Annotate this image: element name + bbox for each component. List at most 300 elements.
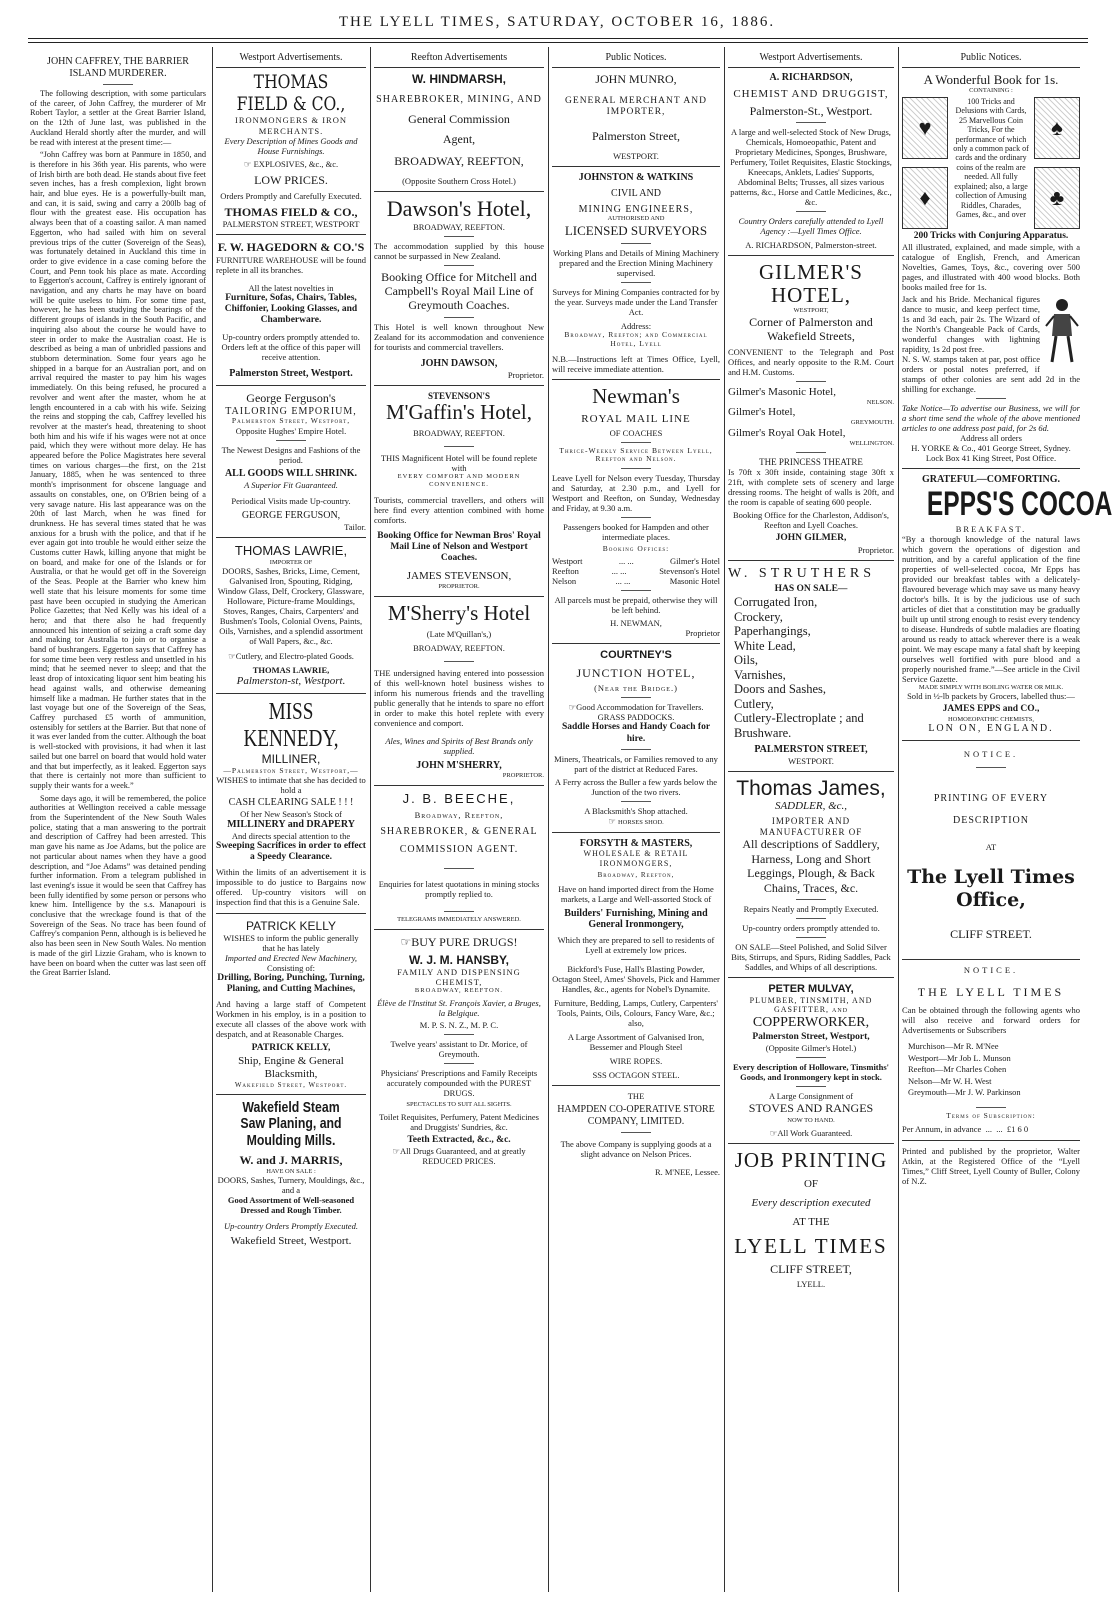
ad-title: W. J. M. HANSBY, [408, 953, 509, 968]
list-item [728, 406, 894, 427]
ad-trade: FAMILY AND DISPENSING CHEMIST, [397, 967, 521, 988]
notice-heading: NOTICE. [963, 965, 1019, 976]
ad-title: THOMAS LAWRIE, [234, 542, 348, 558]
ad-text: Physicians' Prescriptions and Family Receipts accurately compounded with the PUREST DRUGS. [380, 1068, 538, 1099]
ad-text: (Opposite Southern Cross Hotel.) [402, 176, 516, 187]
divider [796, 899, 826, 900]
ad-text: CASH CLEARING SALE ! ! ! [228, 797, 354, 809]
divider [444, 1063, 474, 1064]
ad-mgaffins-hotel [374, 391, 544, 591]
ad-sign: THOMAS LAWRIE, [252, 665, 330, 676]
ad-text: COMMISSION AGENT. [399, 844, 519, 856]
ad-text: “By a thorough knowledge of the natural laws which govern the operations of digestion and nutrition, and by a careful application of the fine properties of well-selected cocoa, Mr Epps has provided our breakfast tables with a delicately-flavoured beverage which may save us many heavy doctor's bills. It is by the judicious use of such articles of diet that a constitution may be gradually built up until strong enough to resist every tendency to disease. Hundreds of subtle maladies are floating around us ready to attack wherever there is a weak point. We may escape many a fatal shaft by keeping ourselves well fortified with pure blood and a properly nourished frame.”—See article in the Civil Service Gazette. [902, 533, 1080, 684]
ad-text: THE [627, 1091, 645, 1102]
list-item: Doors and Sashes, [734, 682, 827, 697]
ad-title: COURTNEY'S [600, 649, 672, 662]
ad-text: 200 Tricks with Conjuring Apparatus. [913, 230, 1069, 241]
masthead: THE LYELL TIMES, SATURDAY, OCTOBER 16, 1886. [338, 14, 776, 30]
ad-text: Which they are prepared to sell to residents of Lyell at extremely low prices. [557, 935, 715, 956]
ad-text: Sold in ½-lb packets by Grocers, labelled thus:— [907, 691, 1075, 702]
ad-title: A. RICHARDSON, [769, 71, 853, 83]
column-divider [898, 47, 899, 1592]
column-4-public-notices [552, 50, 720, 1590]
ad-address: PALMERSTON STREET, WESTPORT [222, 219, 360, 230]
heart-card-icon: ♥ [902, 97, 948, 159]
ad-text: IMPORTER OF [269, 558, 313, 566]
ad-text: Take Notice—To advertise our Business, we will for a short time send the whole of the above mentioned articles to one address post paid, for 2s 6d. [902, 403, 1080, 434]
column-5-westport-ads [728, 50, 894, 1590]
ad-hindmarsh [374, 72, 544, 187]
divider [621, 697, 651, 698]
ad-title: J. B. BEECHE, [402, 790, 516, 806]
ad-beeche [374, 791, 544, 924]
diamond-card-icon: ♦ [902, 167, 948, 229]
ad-text: TELEGRAMS IMMEDIATELY ANSWERED. [397, 916, 521, 924]
ad-text: IMPORTER AND MANUFACTURER OF [759, 816, 863, 837]
ad-text: Booking Office for Mitchell and Campbell's Royal Mail Line of Greymouth Coaches. [381, 269, 537, 313]
list-item: Corrugated Iron, [734, 595, 818, 610]
office-hotel: Gilmer's Hotel [670, 556, 720, 567]
ad-ferguson [216, 391, 366, 532]
ad-trade: TAILORING EMPORIUM, [225, 405, 357, 417]
ad-text: A large and well-selected Stock of New Drugs, Chemicals, Homoeopathic, Patent and Proprietary Medicines, Sponges, Brushware, Perfumery, Toilet Requisites, Elastic Stockings, Kneecaps, Anklets, Ladies' Supports, Abdominal Belts; Trusses, all sizes various patterns, &c., Horse and Cattle Medicines, &c., &c. [730, 126, 892, 208]
ad-address: BROADWAY, REEFTON. [413, 221, 505, 232]
ad-title: Thomas James, [736, 777, 886, 801]
ad-text: All illustrated, explained, and made simple, with a catalogue of English, French, and American Novelties, Games, Toys, &c., covering over 500 pages, and illustrated with 400 wood blocks. Both books mailed free for 1s. [902, 241, 1080, 293]
ad-text: A Ferry across the Buller a few yards below the Junction of the two rivers. [554, 776, 718, 797]
hotel-place: GREYMOUTH. [850, 419, 894, 427]
divider [796, 381, 826, 382]
hotel-place: NELSON. [866, 398, 894, 406]
ad-address: LYELL. [796, 1279, 826, 1290]
ad-text: GRATEFUL—COMFORTING. [921, 474, 1061, 486]
ad-trade: IRONMONGERS & IRON MERCHANTS. [235, 115, 347, 136]
ad-title: PATRICK KELLY [245, 918, 337, 933]
ad-title: THOMAS FIELD & CO., [236, 70, 346, 115]
divider [796, 122, 826, 123]
ad-newmans-coaches [552, 385, 720, 638]
column-3-reefton-ads [374, 50, 544, 1590]
ad-address: Palmerston Street, Westport, [231, 416, 351, 426]
divider [216, 913, 366, 914]
ad-text: Surveys for Mining Companies contracted for by the year. Surveys made under the Land Transfer Act. [552, 286, 720, 317]
ad-text: (Near the Bridge.) [594, 683, 678, 694]
list-item: Reefton—Mr Charles Cohen [908, 1064, 1007, 1075]
ad-address: Palmerston Street, Westport. [229, 368, 353, 380]
ad-text: AUTHORISED AND [607, 215, 665, 223]
ad-text: This Hotel is well known throughout New Zealand for its accommodation and convenience for tourists and commercial travellers. [374, 321, 544, 352]
hotel-place: WELLINGTON. [849, 440, 894, 448]
ad-text: Teeth Extracted, &c., &c. [407, 1134, 511, 1145]
ad-text: THIS Magnificent Hotel will be found replete with [380, 453, 538, 474]
ad-text: Proprietor. [857, 544, 894, 555]
divider [902, 740, 1080, 741]
divider [976, 1107, 1006, 1108]
notice-agents [902, 965, 1080, 1099]
office-town: Westport [552, 556, 583, 567]
ad-johnston-watkins [552, 172, 720, 374]
ad-text: The above Company is supplying goods at a slight advance on Nelson Prices. [560, 1138, 712, 1159]
ad-text: Every Description of Mines Goods and House Furnishings. [224, 135, 358, 156]
ad-address: BROADWAY, REEFTON. [413, 428, 505, 439]
article-paragraph: The following description, with some particulars of the career, of John Caffrey, the murderer of Mr Robert Taylor, a settler at the Great Barrier Island, on the 12th of June last, was published in the Auckland Herald shortly after the murder, and will be read with interest at the present time:— [30, 89, 206, 147]
ad-address: BROADWAY, REEFTON. [414, 987, 504, 995]
ad-text: Booking Office for Newman Bros' Royal Mail Line of Nelson and Westport Coaches. [377, 530, 541, 564]
ad-text: Address all orders [960, 433, 1022, 444]
ad-text: DOORS, Sashes, Turnery, Mouldings, &c., and a [217, 1175, 365, 1196]
list-item [552, 576, 720, 586]
divider [976, 398, 1006, 399]
terms-heading: Terms of Subscription: [946, 1110, 1036, 1120]
list-item: Nelson—Mr W. H. West [908, 1075, 992, 1086]
ad-title: EPPS'S COCOA [926, 485, 1113, 524]
ad-address: BROADWAY, REEFTON. [413, 643, 505, 654]
ad-text: COPPERWORKER, [752, 1014, 870, 1030]
column-header: Reefton Advertisements [374, 50, 544, 68]
ad-text: Good Accommodation for Travellers. [576, 702, 704, 713]
ad-address: Palmerston Street, Westport, [752, 1031, 870, 1042]
ad-title: A Wonderful Book for 1s. [923, 71, 1059, 87]
column-2-westport-ads [216, 50, 366, 1590]
divider [621, 749, 651, 750]
ad-address: Wakefield Street, Westport. [230, 1235, 352, 1248]
ad-text: Booking Offices: [602, 544, 670, 554]
list-item: Westport—Mr Job L. Munson [908, 1052, 1011, 1063]
divider [728, 1143, 894, 1144]
ad-text: LOW PRICES. [254, 172, 328, 187]
ad-text: Periodical Visits made Up-country. [231, 496, 351, 507]
ad-text: The Newest Designs and Fashions of the period. [221, 445, 361, 466]
ad-text: WISHES to inform the public generally that he has lately [223, 932, 359, 953]
divider [902, 468, 1080, 469]
divider [374, 785, 544, 786]
ad-address: Wakefield Street, Westport. [234, 1080, 348, 1089]
list-item: Crockery, [734, 609, 783, 624]
club-card-icon: ♣ [1034, 167, 1080, 229]
ad-text: Saddle Horses and Handy Coach for hire. [561, 722, 711, 744]
ad-text: General Commission [408, 111, 510, 126]
ad-trade: MILLINER, [261, 752, 321, 767]
ad-sign: THOMAS FIELD & CO., [224, 204, 358, 219]
ad-text: Up-country orders promptly attended to. [742, 922, 880, 933]
ad-text: A Large Assortment of Galvanised Iron, Bessemer and Plough Steel [567, 1032, 705, 1053]
divider [216, 234, 366, 235]
ad-job-printing [728, 1149, 894, 1289]
ad-sign: JAMES EPPS and CO., [942, 704, 1040, 715]
ad-text: MINING ENGINEERS, [578, 203, 694, 215]
ad-text: N.B.—Instructions left at Times Office, Lyell, will receive immediate attention. [552, 354, 720, 375]
divider [621, 1132, 651, 1133]
ad-munro [552, 72, 720, 161]
ad-text: Booking Office for the Charleston, Addison's, Reefton and Lyell Coaches. [732, 510, 889, 531]
article-paragraph: “John Caffrey was born at Panmure in 1850, and is therefore in his 36th year. His parents, who were of Irish birth are both dead. He stands about five feet seven inches, has a fresh complexion, light brown hair, and blue eyes. He is a powerfully-built man, and can, it is said, swing and carry a 200lb bag of flour with the greatest ease. His occupation has always been that of a coasting sailor. A man named Eggerton, who had sailed with him on several previous trips of the cutter (Sovereign of the Seas), was fortunately detained in Auckland this time in order to give evidence in a case coming before the Court, and Penn took his place as mate. According to Eggerton's account, Caffrey is entirely ignorant of navigation, and any charts he may have on board will be quite useless to him. For some time past, however, he has been studying the bearings of the different groups of islands in the South Pacific, and inquiring also about the course he would have to steer in order to make the Australian coast. He is described as being a man of unbridled passions and stubborn determination. Some four years ago he shipped in a barque for an Australian port, and on arrival required the master to pay him his wages immediately. On this being refused, he procured a revolver and went after the master, whom he at length encountered in a cab with his wife. Seizing the reins and stopping the cab, Caffrey levelled his revolver at the master's head, threatening to shoot both him and his wife if his wages were not at once paid, which they were without more delay. He has appeared before the Police Magistrates here several times on various charges—the first, on the 21st January, 1885, when he was sentenced to three month's imprisonment for obscene language and assaults on constables, one, on O'Brien being of a very savage nature. His last appearance was on the 20th of last March, when he was fined for drunkness. He has several times stated that he was anxious for a brush with the police, and that if he ever again got into trouble he would either seize the Customs cutter Hawk, killing anyone that might be on board, and make for one of the Islands or for Australia, or that he would get off in the Sovereign of the Seas. People at the Barrier who knew him well state that his leisure moments for some time past have been occupied in studying the American Police Gazettes; that Ned Kelly was his ideal of a hero; and that there also he had frequently announced his intention of seizing a craft some day and making tor Australia to join or to organise a band of bushrangers. Eggerton says that Caffrey has for some time been very restless and unsettled in his mind; that he seemed never to sleep; and that the least drop of intoxicating liquor sent him beating his head against walls, and otherwise demeaning himself like a madman. He further states that in the last voyage but one of the Sovereign of the Seas, Caffrey purchased £5 worth of ammunition, ostensibly for settlers at the Barrier. But that none of it was ever landed from the cutter. Although the boat is well-stocked with provisions, it had when it last sailed but one barrel on board that would hold water and that but imperfectly, as it leaked. Eggerton says that there is certainly not more than sufficient to supply their wants for a week.” [30, 150, 206, 790]
ad-title: F. W. HAGEDORN & CO.'S [217, 240, 365, 255]
divider [552, 166, 720, 167]
ad-trade: CHEMIST AND DRUGGIST, [733, 87, 889, 100]
notice-title: THE LYELL TIMES [917, 985, 1065, 1000]
ad-text: FURNITURE WAREHOUSE will be found replete in all its branches. [216, 254, 366, 275]
ad-trade: SHAREBROKER, & GENERAL [380, 826, 538, 838]
ad-address: Palmerston Street, [592, 128, 680, 143]
dot-leader: ... ... [611, 566, 627, 577]
spade-card-icon: ♠ [1034, 97, 1080, 159]
divider [552, 379, 720, 380]
ad-text: Cutlery, and Electro-plated Goods. [235, 651, 354, 662]
ad-text: Up-country Orders Promptly Executed. [224, 1221, 358, 1232]
notice-address: CLIFF STREET. [950, 926, 1032, 941]
ad-text: Orders Promptly and Carefully Executed. [220, 190, 362, 201]
pointing-hand-icon: ☞ [228, 651, 236, 662]
ad-address: WESTPORT. [788, 756, 834, 767]
column-header: Public Notices. [902, 50, 1080, 68]
ad-forsyth-masters [552, 838, 720, 1081]
ad-text: Enquiries for latest quotations in mining stocks promptly replied to. [378, 878, 540, 899]
notice-text: PRINTING OF EVERY DESCRIPTION [933, 793, 1049, 827]
divider [444, 1034, 474, 1035]
ad-dawsons-hotel [374, 197, 544, 379]
article-title: JOHN CAFFREY, THE BARRIER ISLAND MURDERER. [47, 56, 189, 79]
divider [621, 959, 651, 960]
ad-trade: SHAREBROKER, MINING, AND [376, 94, 542, 106]
ad-address: Broadway, Reefton; and Commercial Hotel, Lyell [564, 329, 708, 348]
divider [374, 385, 544, 386]
divider [796, 918, 826, 919]
ad-title: Newman's [592, 384, 680, 409]
ad-text: Twelve years' assistant to Dr. Morice, of Greymouth. [390, 1039, 528, 1060]
ad-title: HAMPDEN CO-OPERATIVE STORE COMPANY, LIMITED. [557, 1104, 715, 1128]
ad-text: Passengers booked for Hampden and other intermediate places. [563, 522, 709, 543]
ad-text: STOVES AND RANGES [748, 1100, 874, 1115]
ad-hagedorn [216, 240, 366, 380]
dot-leader: ... ... [618, 556, 634, 567]
ad-text: Is 70ft x 30ft inside, containing stage 30ft x 21ft, with complete sets of scenery and large dressing rooms. The height of walls is 20ft, and the room is capable of seating 600 people. [728, 467, 894, 508]
ad-text: ON SALE—Steel Polished, and Solid Silver Bits, Stirrups, and Spurs, Riding Saddles, Pack Saddles, and Whips of all descriptions. [731, 942, 891, 973]
divider [374, 596, 544, 597]
column-divider [212, 47, 213, 1592]
ad-text: Within the limits of an advertisement it is impossible to do justice to Bargains now offered. Up-country visitors will on inspection find that this is a Genuine Sale. [216, 867, 366, 908]
list-item: White Lead, [734, 638, 796, 653]
ad-text: WESTPORT, [793, 307, 829, 315]
ad-text: MADE SIMPLY WITH BOILING WATER OR MILK. [918, 683, 1064, 691]
dot-leader: ... ... [615, 576, 631, 587]
ad-sign: JOHN M'SHERRY, [416, 760, 502, 772]
divider [444, 446, 474, 447]
list-item: Varnishes, [734, 667, 786, 682]
ad-address: Broadway, Reefton, [597, 871, 675, 880]
ad-text: CONVENIENT to the Telegraph and Post Offices, and nearly opposite to the R.M. Court and H.M. Customs. [728, 346, 894, 377]
ad-lawrie [216, 543, 366, 688]
ad-mulvay [728, 983, 894, 1138]
ad-address: Broadway, Reefton, [414, 810, 504, 821]
ad-text: Tourists, commercial travellers, and others will here find every attention combined with home comforts. [374, 494, 544, 525]
ad-text: Consisting of: [267, 962, 315, 973]
ad-sign: JOHN DAWSON, [420, 357, 498, 369]
ad-text: (Late M'Quillan's,) [426, 629, 492, 640]
pointing-hand-icon: ☞ [400, 934, 412, 949]
ad-text: SPECTACLES TO SUIT ALL SIGHTS. [406, 1101, 512, 1109]
ad-text: OF [803, 1178, 819, 1191]
ad-text: SSS OCTAGON STEEL. [592, 1070, 680, 1081]
ad-address: Palmerston-st, Westport. [236, 675, 346, 688]
ad-text: Thrice-Weekly Service Between Lyell, Reefton and Nelson. [559, 445, 713, 464]
divider [552, 832, 720, 833]
masthead-rule-bottom [28, 42, 1088, 43]
divider [552, 643, 720, 644]
ad-sign: A. RICHARDSON, Palmerston-street. [745, 240, 877, 251]
ad-address: LON ON, ENGLAND. [928, 723, 1054, 735]
ad-title: JOHNSTON & WATKINS [578, 172, 694, 183]
ad-title: FORSYTH & MASTERS, [579, 837, 693, 849]
divider [444, 265, 474, 266]
ad-text: All Work Guaranteed. [777, 1128, 853, 1138]
divider [216, 537, 366, 538]
ad-sign: JAMES STEVENSON, [406, 570, 512, 583]
ad-text: And directs special attention to the [231, 831, 351, 842]
ad-text: STEVENSON'S [427, 390, 491, 401]
ad-text: ALL GOODS WILL SHRINK. [224, 468, 358, 480]
ad-text: Proprietor. [507, 369, 544, 380]
ad-text: Miners, Theatricals, or Families removed to any part of the district at Reduced Fares. [554, 753, 718, 774]
ad-title: George Ferguson's [246, 391, 336, 406]
ad-text: Sweeping Sacrifices in order to effect a Speedy Clearance. [216, 841, 366, 863]
ad-text: MILLINERY and DRAPERY [227, 819, 355, 831]
ad-title: W. STRUTHERS [728, 565, 876, 581]
ad-address: Corner of Palmerston and Wakefield Streets, [749, 314, 873, 344]
ad-text: Drilling, Boring, Punching, Turning, Planing, and Cutting Machines, [217, 972, 365, 995]
ad-title: M'Gaffin's Hotel, [386, 400, 532, 425]
ad-text: N. S. W. stamps taken at par, post office orders or postal notes preferred, if stamps of other colonies are sent add 2d in the shilling for exchange. [902, 354, 1080, 395]
ad-text: CIVIL AND [611, 187, 661, 199]
ad-sign: PATRICK KELLY, [251, 1043, 331, 1054]
divider [728, 255, 894, 256]
ad-text: Toilet Requisites, Perfumery, Patent Medicines and Druggists' Sundries, &c. [379, 1111, 539, 1132]
ad-text: OF COACHES [609, 427, 663, 438]
list-item: Cutlery, [734, 696, 774, 711]
divider [902, 1140, 1080, 1141]
hotel-list [728, 386, 894, 448]
ad-struthers [728, 566, 894, 767]
divider [444, 661, 474, 662]
notice-heading: NOTICE. [963, 749, 1019, 760]
ad-text: NOW TO HAND. [787, 1117, 835, 1125]
ad-text: Every description executed [751, 1197, 871, 1210]
office-town: Reefton [552, 566, 579, 577]
ad-kennedy [216, 699, 366, 907]
ad-text: WISHES to intimate that she has decided to hold a [216, 775, 366, 796]
divider [374, 191, 544, 192]
divider [621, 243, 651, 244]
ad-text: All the latest novelties in [248, 282, 334, 293]
ad-text: A Blacksmith's Shop attached. [584, 805, 688, 816]
ad-text: BUY PURE DRUGS! [411, 934, 518, 949]
hotel-name: Gilmer's Masonic Hotel, [728, 385, 836, 398]
ad-text: AT THE [792, 1216, 830, 1229]
divider [374, 929, 544, 930]
agents-list [902, 1041, 1080, 1098]
ad-text: Agent, [442, 132, 476, 147]
ad-kelly [216, 919, 366, 1089]
ad-text: The accommodation supplied by this house cannot be surpassed in New Zealand. [374, 240, 544, 261]
ad-courtneys-hotel [552, 649, 720, 826]
ad-text: Tailor. [344, 521, 366, 532]
ad-sign: GEORGE FERGUSON, [241, 510, 341, 522]
divider [444, 911, 474, 912]
divider [728, 977, 894, 978]
ad-epps-cocoa [902, 474, 1113, 735]
ad-trade: GENERAL MERCHANT AND IMPORTER, [565, 96, 707, 118]
ad-gilmers-hotel [728, 261, 894, 554]
ad-text: And having a large staff of Competent Workmen in his employ, is in a position to execute all classes of the above work with despatch, and at Reasonable Charges. [216, 999, 366, 1040]
ad-text: HOMOEOPATHIC CHEMISTS, [947, 715, 1035, 723]
divider [796, 452, 826, 453]
ad-msherrys-hotel [374, 602, 544, 780]
list-item: Brushware. [734, 725, 792, 740]
column-1-article [30, 50, 206, 1590]
ad-text: (Opposite Gilmer's Hotel.) [765, 1042, 857, 1053]
ad-text: Good Assortment of Well-seasoned Dressed and Rough Timber. [227, 1195, 355, 1216]
list-item [552, 566, 720, 576]
ad-text: M. P. S. N. Z., M. P. C. [419, 1020, 499, 1031]
ad-text: A Large Consignment of [768, 1090, 854, 1101]
ad-richardson [728, 72, 894, 250]
column-divider [724, 47, 725, 1592]
divider [621, 442, 651, 443]
ad-thomas-field [216, 72, 366, 230]
column-header: Westport Advertisements. [728, 50, 894, 68]
list-item [728, 427, 894, 448]
ad-text: Every description of Holloware, Tinsmiths' Goods, and Ironmongery kept in stock. [732, 1061, 890, 1082]
divider [796, 1057, 826, 1058]
ad-text: Of her New Season's Stock of [240, 809, 342, 820]
divider [728, 771, 894, 772]
ad-text: JUNCTION HOTEL, [576, 666, 696, 681]
ad-text: All Drugs Guaranteed, and at greatly REDUCED PRICES. [400, 1146, 526, 1167]
divider [444, 868, 474, 869]
list-item [552, 556, 720, 566]
divider [444, 317, 474, 318]
hotel-name: Gilmer's Hotel, [728, 406, 796, 419]
ad-text: DOORS, Sashes, Bricks, Lime, Cement, Galvanised Iron, Spouting, Ridging, Window Glass, Delf, Crockery, Glassware, Holloware, Picture-frame Mouldings, Stoves, Ranges, Chairs, Carpenters' and Bushmen's Tools, Colonial Ovens, Paints, Oils, Varnishes, and a splendid assortment of Wall Papers, &c., &c. [217, 566, 365, 647]
divider [621, 801, 651, 802]
list-item: Murchison—Mr R. M'Nee [908, 1041, 999, 1052]
ad-title: JOB PRINTING [734, 1148, 888, 1173]
ad-title: Wakefield Steam Saw Planing, and Moulding Mills. [240, 1098, 342, 1149]
ad-sign: R. M'NEE, Lessee. [654, 1166, 720, 1177]
divider [216, 1094, 366, 1095]
ad-address: CLIFF STREET, [770, 1262, 852, 1277]
divider [621, 282, 651, 283]
ad-address: —Palmerston Street, Westport,— [223, 765, 359, 775]
ad-title: MISS KENNEDY, [243, 699, 339, 752]
ad-sign: JOHN GILMER, [775, 533, 847, 544]
ad-text: ROYAL MAIL LINE [581, 412, 691, 425]
notice-text: Can be obtained through the following agents who will also receive and forward orders for Advertisements or Subscribers [902, 1005, 1080, 1036]
ad-title: W. HINDMARSH, [412, 71, 506, 86]
ad-hampden-store [552, 1091, 720, 1177]
divider [552, 1085, 720, 1086]
article-paragraph: Some days ago, it will be remembered, the police authorities at Wellington received a cable message from the Superintendent of the New South Wales police, stating that a man answering to the portrait and description of Caffrey had been arrested. This man gave his name as Joe Adams, but the police are not particular about names when they have a good description, and “Joe Adams” was detained pending further information. From a telegram published in last evening's issue it would be seen that Caffrey has been fully identified by some person or persons who knew him. Intelligence by the s.s. Manapouri is conclusive that the wreckage found is that of the Sovereign of the Seas. No trace has been found of Caffrey's companion Penn, although is is believed he also has been seen in New South Wales. No mention is made of the girl Lizzie Graham, who is known to have been on board when the cutter was last seen off the Great Barrier Island. [30, 793, 207, 978]
ad-trade: PLUMBER, TINSMITH, AND GASFITTER, and [749, 996, 873, 1015]
ad-text: HAVE ON SALE : [266, 1167, 316, 1175]
ad-trade: Ship, Engine & General Blacksmith, [238, 1054, 344, 1080]
ad-address: PALMERSTON STREET, [754, 744, 868, 756]
dancing-figure-icon [1044, 296, 1080, 366]
ad-text: All descriptions of Saddlery, Harness, Long and Short Leggings, Plough, & Back Chains, Traces, &c. [742, 837, 880, 895]
ad-text: Have on hand imported direct from the Home markets, a Large and Well-assorted Stock of [558, 883, 714, 904]
struthers-items [728, 595, 894, 740]
ad-address: Palmerston-St., Westport. [749, 103, 873, 118]
ad-text: THE undersigned having entered into possession of this well-known hotel business wishes to inform his numerous friends and the travelling public generally that he intends to spare no effort in order to make this hotel replete with every convenience and comport. [374, 668, 544, 729]
